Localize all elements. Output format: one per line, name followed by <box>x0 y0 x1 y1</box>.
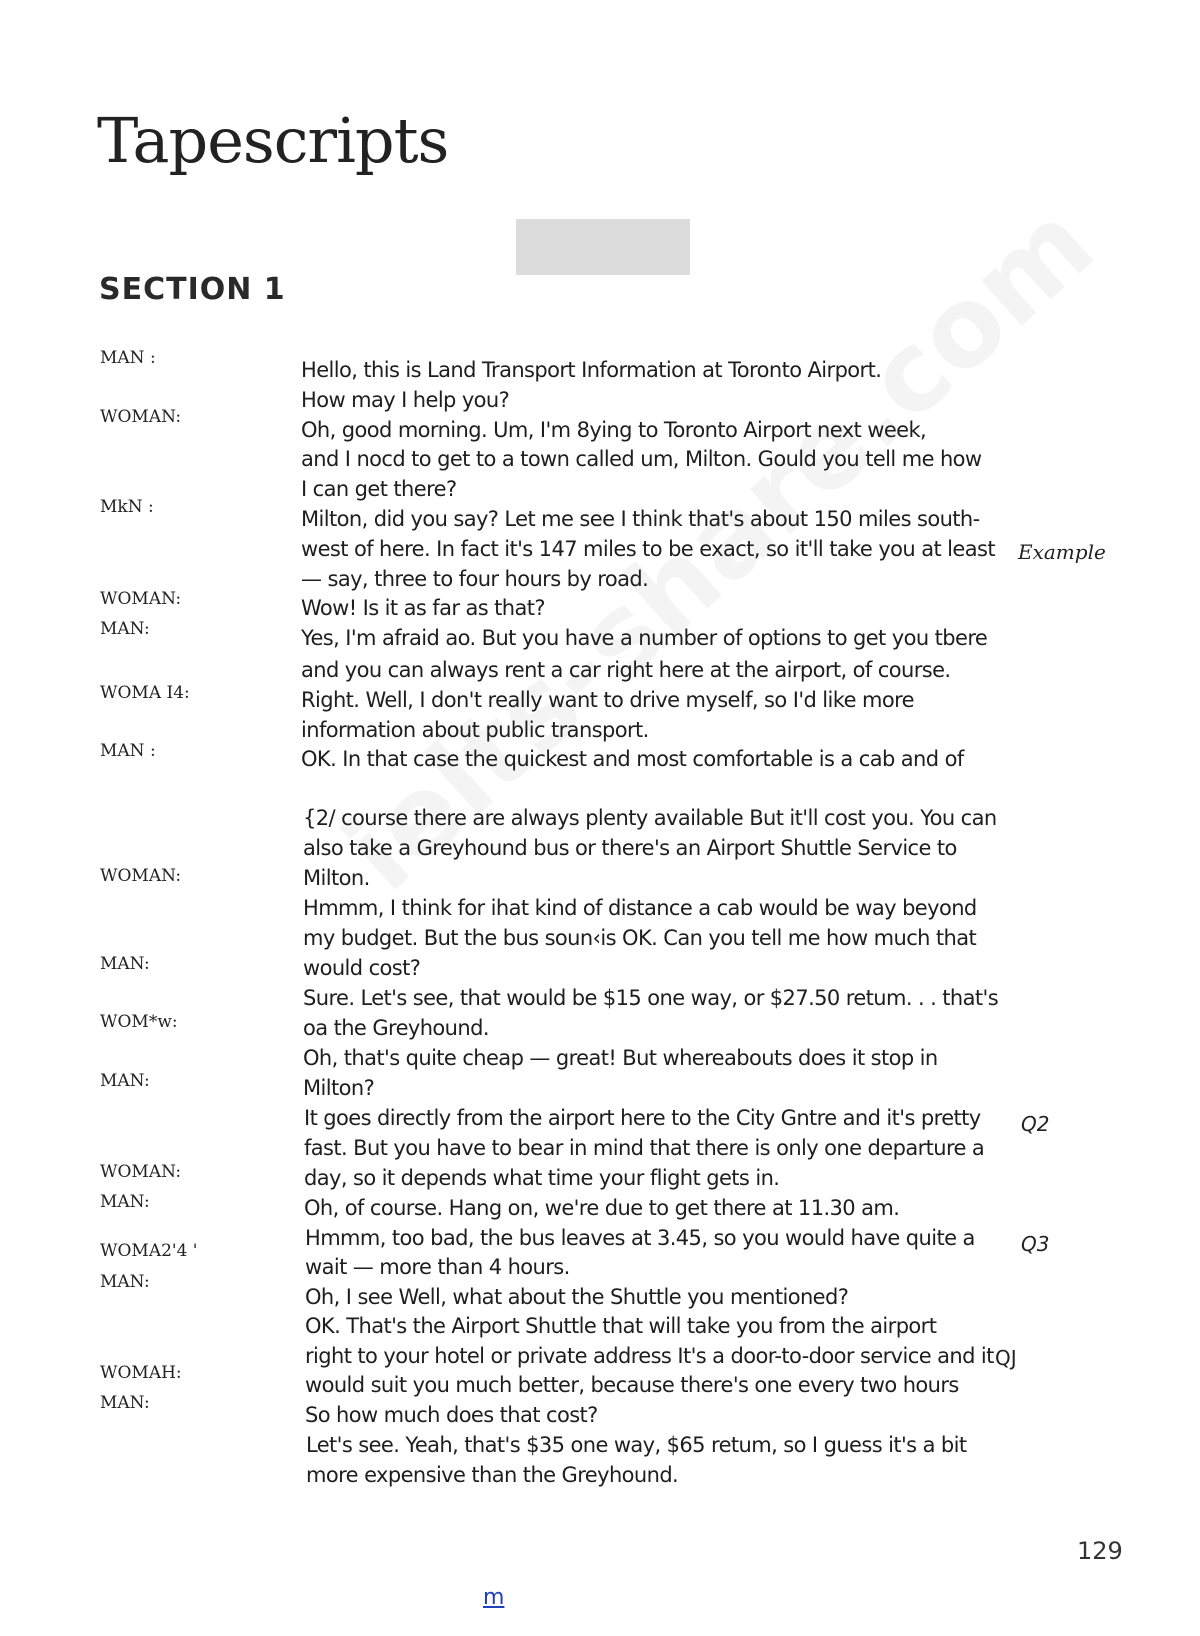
margin-note-example: Example <box>1018 540 1106 564</box>
dialogue-line: — say, three to four hours by road. <box>301 567 649 591</box>
margin-note-q2: Q2 <box>1021 1112 1050 1136</box>
speaker-label: WOMAN: <box>100 866 182 886</box>
dialogue-line: Hello, this is Land Transport Information at Toronto Airport. <box>301 358 882 382</box>
speaker-label: MAN: <box>100 1071 150 1091</box>
speaker-label: MAN : <box>100 348 156 368</box>
dialogue-line: more expensive than the Greyhound. <box>306 1463 679 1487</box>
speaker-label: MAN: <box>100 1393 150 1413</box>
speaker-label: MkN : <box>100 497 154 517</box>
dialogue-line: OK. That's the Airport Shuttle that will take you from the airport <box>305 1314 937 1338</box>
footer-link[interactable]: m <box>483 1585 505 1610</box>
speaker-label: WOMAN: <box>100 1162 182 1182</box>
dialogue-line: Yes, I'm afraid ao. But you have a number of options to get you tbere <box>301 626 988 650</box>
speaker-label: MAN: <box>100 954 150 974</box>
dialogue-line: Oh, that's quite cheap — great! But whereabouts does it stop in <box>303 1046 938 1070</box>
dialogue-line: OK. In that case the quickest and most comfortable is a cab and of <box>301 747 964 771</box>
page-number: 129 <box>1077 1537 1123 1565</box>
speaker-label: WOMA2'4 ' <box>100 1241 198 1261</box>
speaker-label: WOMAN: <box>100 407 182 427</box>
dialogue-line: fast. But you have to bear in mind that there is only one departure a <box>304 1136 985 1160</box>
speaker-label: WOMA I4: <box>100 683 190 703</box>
dialogue-line: day, so it depends what time your flight gets in. <box>304 1166 780 1190</box>
dialogue-line: {2/ course there are always plenty available But it'll cost you. You can <box>303 806 997 830</box>
dialogue-line: wait — more than 4 hours. <box>305 1255 570 1279</box>
dialogue-line: and I nocd to get to a town called um, Milton. Gould you tell me how <box>301 447 982 471</box>
dialogue-line: Right. Well, I don't really want to drive myself, so I'd like more <box>301 688 914 712</box>
section-heading: SECTION 1 <box>99 272 286 307</box>
speaker-label: MAN: <box>100 1272 150 1292</box>
dialogue-line: west of here. In fact it's 147 miles to be exact, so it'll take you at least <box>301 537 995 561</box>
dialogue-line: Let's see. Yeah, that's $35 one way, $65 retum, so I guess it's a bit <box>306 1433 967 1457</box>
margin-note-q4: QJ <box>995 1346 1017 1370</box>
dialogue-line: Milton? <box>303 1076 375 1100</box>
dialogue-line: Wow! Is it as far as that? <box>301 596 545 620</box>
dialogue-line: Oh, I see Well, what about the Shuttle you mentioned? <box>305 1285 849 1309</box>
dialogue-line: Hmmm, too bad, the bus leaves at 3.45, so you would have quite a <box>305 1226 975 1250</box>
margin-note-q3: Q3 <box>1021 1232 1050 1256</box>
dialogue-line: How may I help you? <box>301 388 510 412</box>
redaction-box <box>516 219 690 275</box>
dialogue-line: Sure. Let's see, that would be $15 one way, or $27.50 retum. . . that's <box>303 986 999 1010</box>
speaker-label: WOMAH: <box>100 1363 182 1383</box>
speaker-label: MAN : <box>100 741 156 761</box>
dialogue-line: Oh, of course. Hang on, we're due to get there at 11.30 am. <box>304 1196 900 1220</box>
dialogue-line: would cost? <box>303 956 421 980</box>
dialogue-line: oa the Greyhound. <box>303 1016 489 1040</box>
dialogue-line: my budget. But the bus soun‹is OK. Can you tell me how much that <box>303 926 977 950</box>
dialogue-line: Milton. <box>303 866 370 890</box>
dialogue-line: I can get there? <box>301 477 457 501</box>
dialogue-line: would suit you much better, because there's one every two hours <box>305 1373 959 1397</box>
speaker-label: WOMAN: <box>100 589 182 609</box>
speaker-label: WOM*w: <box>100 1012 178 1032</box>
dialogue-line: and you can always rent a car right here at the airport, of course. <box>301 658 951 682</box>
dialogue-line: Hmmm, I think for ihat kind of distance a cab would be way beyond <box>303 896 977 920</box>
dialogue-line: also take a Greyhound bus or there's an Airport Shuttle Service to <box>303 836 957 860</box>
dialogue-line: It goes directly from the airport here to the City Gntre and it's pretty <box>304 1106 981 1130</box>
dialogue-line: So how much does that cost? <box>305 1403 598 1427</box>
dialogue-line: Milton, did you say? Let me see I think that's about 150 miles south- <box>301 507 980 531</box>
dialogue-line: information about public transport. <box>301 718 649 742</box>
dialogue-line: right to your hotel or private address It's a door-to-door service and it <box>305 1344 994 1368</box>
speaker-label: MAN: <box>100 619 150 639</box>
speaker-label: MAN: <box>100 1192 150 1212</box>
page-title: Tapescripts <box>97 104 449 177</box>
dialogue-line: Oh, good morning. Um, I'm 8ying to Toronto Airport next week, <box>301 418 927 442</box>
